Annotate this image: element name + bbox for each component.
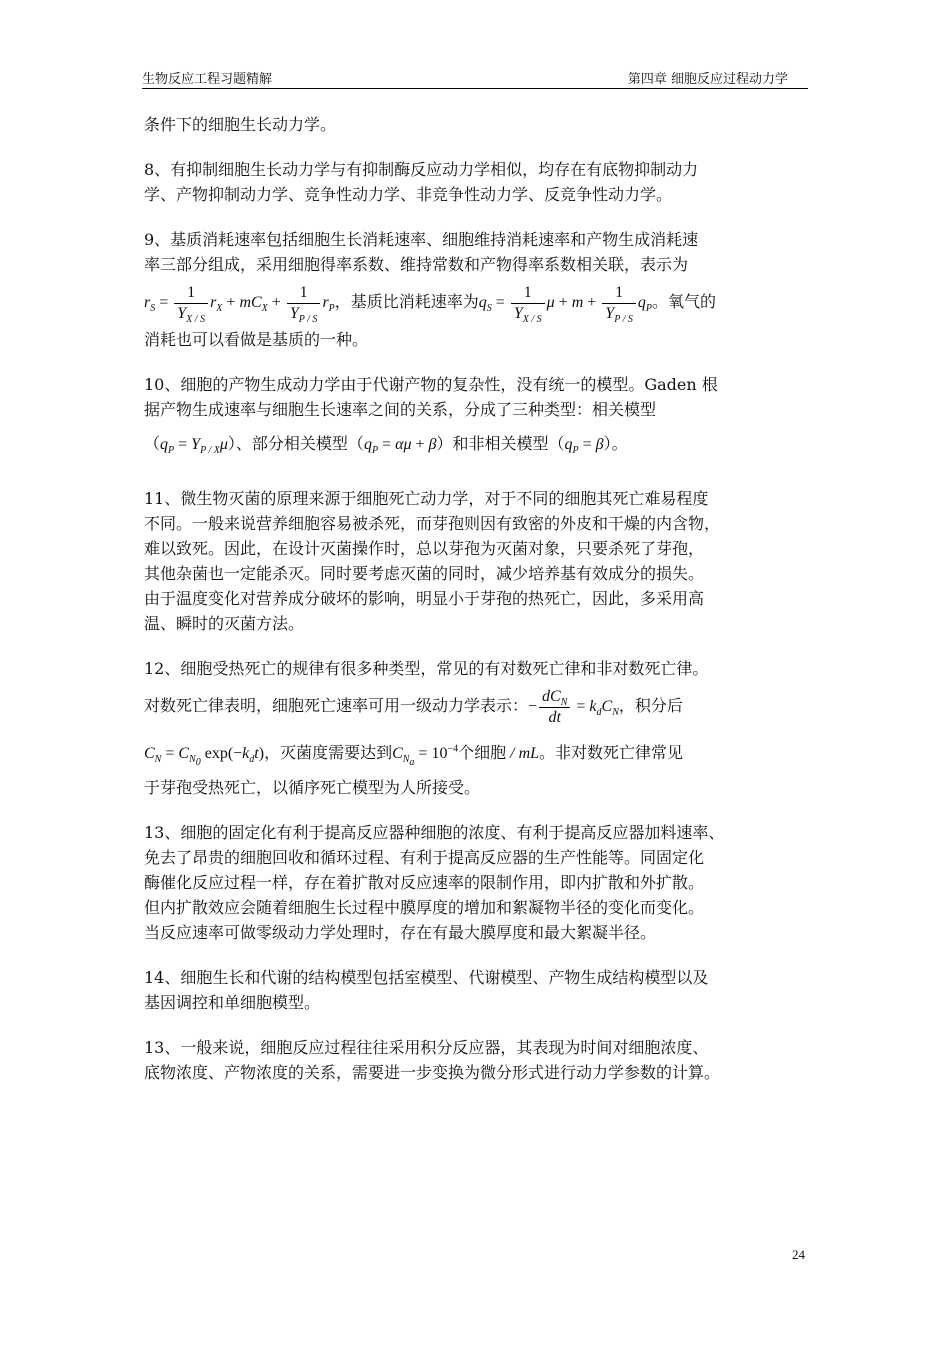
paragraph-9: 9、基质消耗速率包括细胞生长消耗速率、细胞维持消耗速率和产物生成消耗速 率三部分组成，采用细胞得率系数、维持常数和产物得率系数相关联，表示为 $r_S$ = $\frac{1}{Y_{X / S}}$ $r_X + mC_X$ + $\frac{1}{Y_{P / S}}$ $r_P$，基质比消耗速率为$q_S$ = $\frac{1}{Y_{X / S}}$ μ + m + $\frac{1}{Y_{P / S}}$ $q_P$。氧气的 消耗也可以看做是基质的一种。 [144,227,808,352]
death-rate-equation: 对数死亡律表明，细胞死亡速率可用一级动力学表示：− $\frac{dC_N}{dt}$ = $k_dC_N$，积分后 [144,687,683,726]
paragraph-13-reactor: 13、一般来说，细胞反应过程往往采用积分反应器，其表现为时间对细胞浓度、 底物浓度、产物浓度的关系，需要进一步变换为微分形式进行动力学参数的计算。 [144,1038,721,1082]
page-header [142,64,808,89]
rs-formula: $r_S$ = $\frac{1}{Y_{X / S}}$ $r_X + mC_X$ + $\frac{1}{Y_{P / S}}$ $r_P$ [144,283,335,326]
paragraph-10: 10、细胞的产物生成动力学由于代谢产物的复杂性，没有统一的模型。Gaden 根 据产物生成速率与细胞生长速率之间的关系，分成了三种类型：相关模型 $(q_P = Y_{P / X}\mu)$、部分相关模型$(q_P = \alpha\mu + \beta)$和非相关模型$(q_P = \beta)$。 [144,372,808,466]
product-models-line: $(q_P = Y_{P / X}\mu)$、部分相关模型$(q_P = \alpha\mu + \beta)$和非相关模型$(q_P = \beta)$。 [144,434,628,457]
paragraph-14: 14、细胞生长和代谢的结构模型包括室模型、代谢模型、产物生成结构模型以及 基因调控和单细胞模型。 [144,968,709,1012]
paragraph-8: 8、有抑制细胞生长动力学与有抑制酶反应动力学相似，均存在有底物抑制动力 学、产物抑制动力学、竞争性动力学、非竞争性动力学、反竞争性动力学。 [144,160,699,204]
page-number: 24 [792,1247,805,1262]
sterility-formula: $C_{N_a} = 10^{-4}$ [392,743,459,769]
paragraph-13-immobilization: 13、细胞的固定化有利于提高反应器种细胞的浓度、有利于提高反应器加料速率、 免去了昂贵的细胞回收和循环过程、有利于提高反应器的生产性能等。同固定化 酶催化反应过程一样，存在着扩散对反应速率的限制作用，即内扩散和外扩散。 但内扩散效应会随着细胞生长过程中膜厚度的增加和絮凝物半径的变化而变化。 当反应速率可做零级动力学处理时，存在有最大膜厚度和最大絮凝半径。 [144,823,725,942]
integrated-formula: $C_N = C_{N_0}$ $\exp(-k_dt)$ [144,745,265,769]
header-book-title: 生物反应工程习题精解 [142,72,273,87]
paragraph-11: 11、微生物灭菌的原理来源于细胞死亡动力学，对于不同的细胞其死亡难易程度 不同。一般来说营养细胞容易被杀死，而芽孢则因有致密的外皮和干燥的内含物， 难以致死。因此，在设计灭菌操作时，总以芽孢为灭菌对象，只要杀死了芽孢， 其他杂菌也一定能杀灭。同时要考虑灭菌的同时，减少培养基有效成分的损失。 由于温度变化对营养成分破坏的影响，明显小于芽孢的热死亡，因此，多采用高 温、瞬时的灭菌方法。 [144,489,721,633]
paragraph-intro: 条件下的细胞生长动力学。 [144,115,337,134]
paragraph-12: 12、细胞受热死亡的规律有很多种类型，常见的有对数死亡律和非对数死亡律。 对数死亡律表明，细胞死亡速率可用一级动力学表示：− $\frac{dC_N}{dt}$ = $k_dC_N$，积分后 $C_N = C_{N_0}$ $\exp(-k_dt)$，灭菌度需要达到$C_{N_a} = 10^{-4}$个细胞 / mL。非对数死亡律常见 于芽孢受热死亡，以循序死亡模型为人所接受。 [144,656,808,800]
unit-formula: / mL [506,745,540,762]
page-body [144,112,808,1105]
non-associated-model-formula: $q_P = \beta$ [564,436,604,457]
associated-model-formula: $q_P = Y_{P / X}\mu$ [160,436,228,457]
header-chapter-title: 第四章 细胞反应过程动力学 [627,72,788,87]
integrated-equation-line: $C_N = C_{N_0}$ $\exp(-k_dt)$，灭菌度需要达到$C_{N_a} = 10^{-4}$个细胞 / mL。非对数死亡律常见 [144,743,684,769]
partial-model-formula: $q_P = \alpha\mu + \beta$ [363,436,437,457]
qs-formula: $q_S$ = $\frac{1}{Y_{X / S}}$ μ + m + $\frac{1}{Y_{P / S}}$ $q_P$ [478,283,653,326]
death-rate-formula: − $\frac{dC_N}{dt}$ = $k_dC_N$ [528,687,619,726]
substrate-rate-equation: $r_S$ = $\frac{1}{Y_{X / S}}$ $r_X + mC_X$ + $\frac{1}{Y_{P / S}}$ $r_P$，基质比消耗速率为$q_S$ = $\frac{1}{Y_{X / S}}$ μ + m + $\frac{1}{Y_{P / S}}$ $q_P$。氧气的 [144,283,717,326]
